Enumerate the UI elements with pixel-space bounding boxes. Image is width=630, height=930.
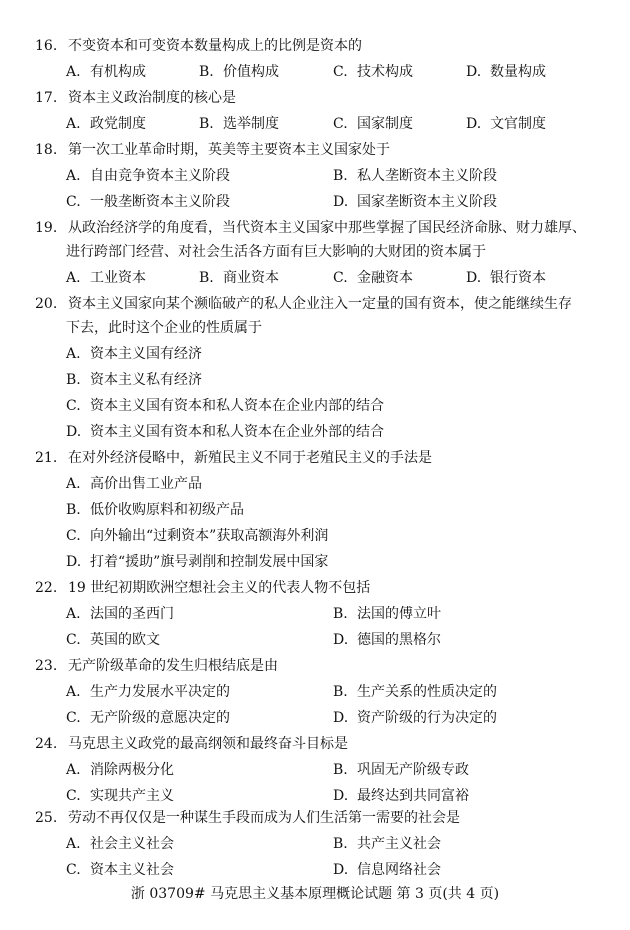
- question-stem-text: 第一次工业革命时期，英美等主要资本主义国家处于: [68, 142, 390, 158]
- option-letter: A.: [66, 836, 81, 852]
- option-c: [66, 630, 160, 650]
- option-letter: A.: [66, 606, 81, 622]
- question-24-stem: [35, 734, 348, 754]
- option-d: [333, 786, 469, 806]
- option-letter: D.: [333, 788, 349, 804]
- option-a: [66, 344, 202, 364]
- option-letter: B.: [333, 606, 348, 622]
- question-stem-text: 马克思主义政党的最高纲领和最终奋斗目标是: [68, 736, 348, 752]
- option-d: [466, 268, 546, 288]
- option-letter: C.: [66, 710, 81, 726]
- option-letter: D.: [466, 116, 482, 132]
- question-stem-text: 下去，此时这个企业的性质属于: [66, 320, 262, 336]
- question-stem-text: 19 世纪初期欧洲空想社会主义的代表人物不包括: [68, 580, 371, 596]
- question-number: 24.: [35, 736, 58, 752]
- option-b: [333, 682, 497, 702]
- option-letter: C.: [66, 398, 81, 414]
- option-b: [199, 268, 279, 288]
- option-letter: C.: [66, 788, 81, 804]
- option-letter: B.: [66, 372, 81, 388]
- option-letter: A.: [66, 168, 81, 184]
- option-text: 选举制度: [223, 116, 279, 132]
- question-16-stem: [35, 36, 362, 56]
- option-b: [333, 604, 441, 624]
- option-text: 法国的傅立叶: [357, 606, 441, 622]
- option-text: 文官制度: [490, 116, 546, 132]
- option-text: 法国的圣西门: [90, 606, 174, 622]
- option-letter: D.: [66, 554, 82, 570]
- option-a: [66, 682, 230, 702]
- option-letter: D.: [466, 64, 482, 80]
- option-b: [333, 834, 441, 854]
- option-d: [466, 114, 546, 134]
- option-a: [66, 62, 146, 82]
- question-stem-text: 不变资本和可变资本数量构成上的比例是资本的: [68, 38, 362, 54]
- question-stem-text: 资本主义国家向某个濒临破产的私人企业注入一定量的国有资本，使之能继续生存: [68, 296, 572, 312]
- question-number: 22.: [35, 580, 58, 596]
- option-text: 资产阶级的行为决定的: [357, 710, 497, 726]
- option-a: [66, 114, 146, 134]
- question-21-stem: [35, 448, 432, 468]
- option-letter: C.: [333, 270, 348, 286]
- option-text: 数量构成: [490, 64, 546, 80]
- option-letter: D.: [333, 862, 349, 878]
- question-stem-text: 进行跨部门经营、对社会生活各方面有巨大影响的大财团的资本属于: [66, 244, 486, 260]
- option-text: 无产阶级的意愿决定的: [90, 710, 230, 726]
- option-letter: D.: [466, 270, 482, 286]
- option-text: 低价收购原料和初级产品: [90, 502, 244, 518]
- option-d: [333, 630, 441, 650]
- option-c: [333, 114, 413, 134]
- option-c: [66, 526, 328, 546]
- option-text: 信息网络社会: [357, 862, 441, 878]
- option-c: [66, 860, 174, 880]
- option-d: [333, 860, 441, 880]
- question-number: 18.: [35, 142, 58, 158]
- option-text: 英国的欧文: [90, 632, 160, 648]
- option-letter: C.: [333, 116, 348, 132]
- option-letter: A.: [66, 64, 81, 80]
- option-text: 价值构成: [223, 64, 279, 80]
- option-c: [66, 786, 174, 806]
- option-text: 私人垄断资本主义阶段: [357, 168, 497, 184]
- option-text: 自由竞争资本主义阶段: [90, 168, 230, 184]
- option-a: [66, 834, 174, 854]
- option-text: 资本主义社会: [90, 862, 174, 878]
- question-stem-text: 资本主义政治制度的核心是: [68, 90, 236, 106]
- option-text: 资本主义国有经济: [90, 346, 202, 362]
- option-c: [66, 708, 230, 728]
- question-22-stem: [35, 578, 370, 598]
- question-stem-text: 无产阶级革命的发生归根结底是由: [68, 658, 278, 674]
- option-d: [466, 62, 546, 82]
- option-text: 巩固无产阶级专政: [357, 762, 469, 778]
- option-letter: C.: [333, 64, 348, 80]
- question-number: 17.: [35, 90, 58, 106]
- option-text: 国家垄断资本主义阶段: [357, 194, 497, 210]
- option-a: [66, 166, 230, 186]
- option-text: 实现共产主义: [90, 788, 174, 804]
- option-text: 向外输出“过剩资本”获取高额海外利润: [90, 528, 329, 544]
- option-b: [66, 500, 244, 520]
- option-letter: B.: [333, 684, 348, 700]
- option-letter: C.: [66, 862, 81, 878]
- option-text: 最终达到共同富裕: [357, 788, 469, 804]
- option-a: [66, 268, 146, 288]
- option-text: 打着“援助”旗号剥削和控制发展中国家: [90, 554, 329, 570]
- option-text: 国家制度: [357, 116, 413, 132]
- option-letter: C.: [66, 528, 81, 544]
- option-a: [66, 604, 174, 624]
- option-letter: A.: [66, 476, 81, 492]
- question-20-stem: [35, 294, 572, 314]
- option-text: 有机构成: [90, 64, 146, 80]
- option-letter: A.: [66, 270, 81, 286]
- option-letter: A.: [66, 346, 81, 362]
- option-text: 政党制度: [90, 116, 146, 132]
- question-19-stem: [35, 218, 586, 238]
- option-letter: D.: [333, 710, 349, 726]
- page-footer: 浙 03709# 马克思主义基本原理概论试题 第 3 页(共 4 页): [130, 886, 500, 902]
- option-letter: D.: [333, 632, 349, 648]
- option-letter: C.: [66, 632, 81, 648]
- option-text: 银行资本: [490, 270, 546, 286]
- question-stem-text: 劳动不再仅仅是一种谋生手段而成为人们生活第一需要的社会是: [68, 810, 460, 826]
- option-text: 高价出售工业产品: [90, 476, 202, 492]
- question-23-stem: [35, 656, 278, 676]
- option-letter: B.: [333, 762, 348, 778]
- option-c: [333, 268, 413, 288]
- question-20-stem-cont: [66, 318, 262, 338]
- question-17-stem: [35, 88, 236, 108]
- option-letter: A.: [66, 116, 81, 132]
- option-c: [66, 396, 384, 416]
- option-b: [333, 760, 469, 780]
- option-text: 社会主义社会: [90, 836, 174, 852]
- option-text: 资本主义国有资本和私人资本在企业内部的结合: [90, 398, 384, 414]
- option-text: 资本主义国有资本和私人资本在企业外部的结合: [90, 424, 384, 440]
- option-text: 资本主义私有经济: [90, 372, 202, 388]
- question-stem-text: 在对外经济侵略中，新殖民主义不同于老殖民主义的手法是: [68, 450, 432, 466]
- option-letter: A.: [66, 684, 81, 700]
- option-text: 金融资本: [357, 270, 413, 286]
- option-text: 一般垄断资本主义阶段: [90, 194, 230, 210]
- option-text: 技术构成: [357, 64, 413, 80]
- option-letter: B.: [333, 836, 348, 852]
- option-b: [66, 370, 202, 390]
- question-stem-text: 从政治经济学的角度看，当代资本主义国家中那些掌握了国民经济命脉、财力雄厚、: [68, 220, 586, 236]
- question-number: 16.: [35, 38, 58, 54]
- option-letter: B.: [199, 116, 214, 132]
- option-text: 生产关系的性质决定的: [357, 684, 497, 700]
- option-letter: B.: [199, 64, 214, 80]
- option-d: [66, 422, 384, 442]
- option-text: 共产主义社会: [357, 836, 441, 852]
- question-18-stem: [35, 140, 390, 160]
- question-25-stem: [35, 808, 460, 828]
- option-letter: B.: [199, 270, 214, 286]
- option-letter: D.: [333, 194, 349, 210]
- question-number: 23.: [35, 658, 58, 674]
- question-number: 20.: [35, 296, 58, 312]
- option-letter: B.: [333, 168, 348, 184]
- option-a: [66, 474, 202, 494]
- option-b: [199, 62, 279, 82]
- option-a: [66, 760, 174, 780]
- option-b: [333, 166, 497, 186]
- option-b: [199, 114, 279, 134]
- question-number: 19.: [35, 220, 58, 236]
- option-text: 德国的黑格尔: [357, 632, 441, 648]
- option-text: 工业资本: [90, 270, 146, 286]
- option-letter: A.: [66, 762, 81, 778]
- question-number: 25.: [35, 810, 58, 826]
- option-text: 生产力发展水平决定的: [90, 684, 230, 700]
- option-c: [333, 62, 413, 82]
- option-d: [333, 708, 497, 728]
- option-text: 商业资本: [223, 270, 279, 286]
- option-text: 消除两极分化: [90, 762, 174, 778]
- option-letter: B.: [66, 502, 81, 518]
- option-d: [66, 552, 328, 572]
- option-c: [66, 192, 230, 212]
- option-d: [333, 192, 497, 212]
- question-number: 21.: [35, 450, 58, 466]
- option-letter: C.: [66, 194, 81, 210]
- option-letter: D.: [66, 424, 82, 440]
- question-19-stem-cont: [66, 242, 486, 262]
